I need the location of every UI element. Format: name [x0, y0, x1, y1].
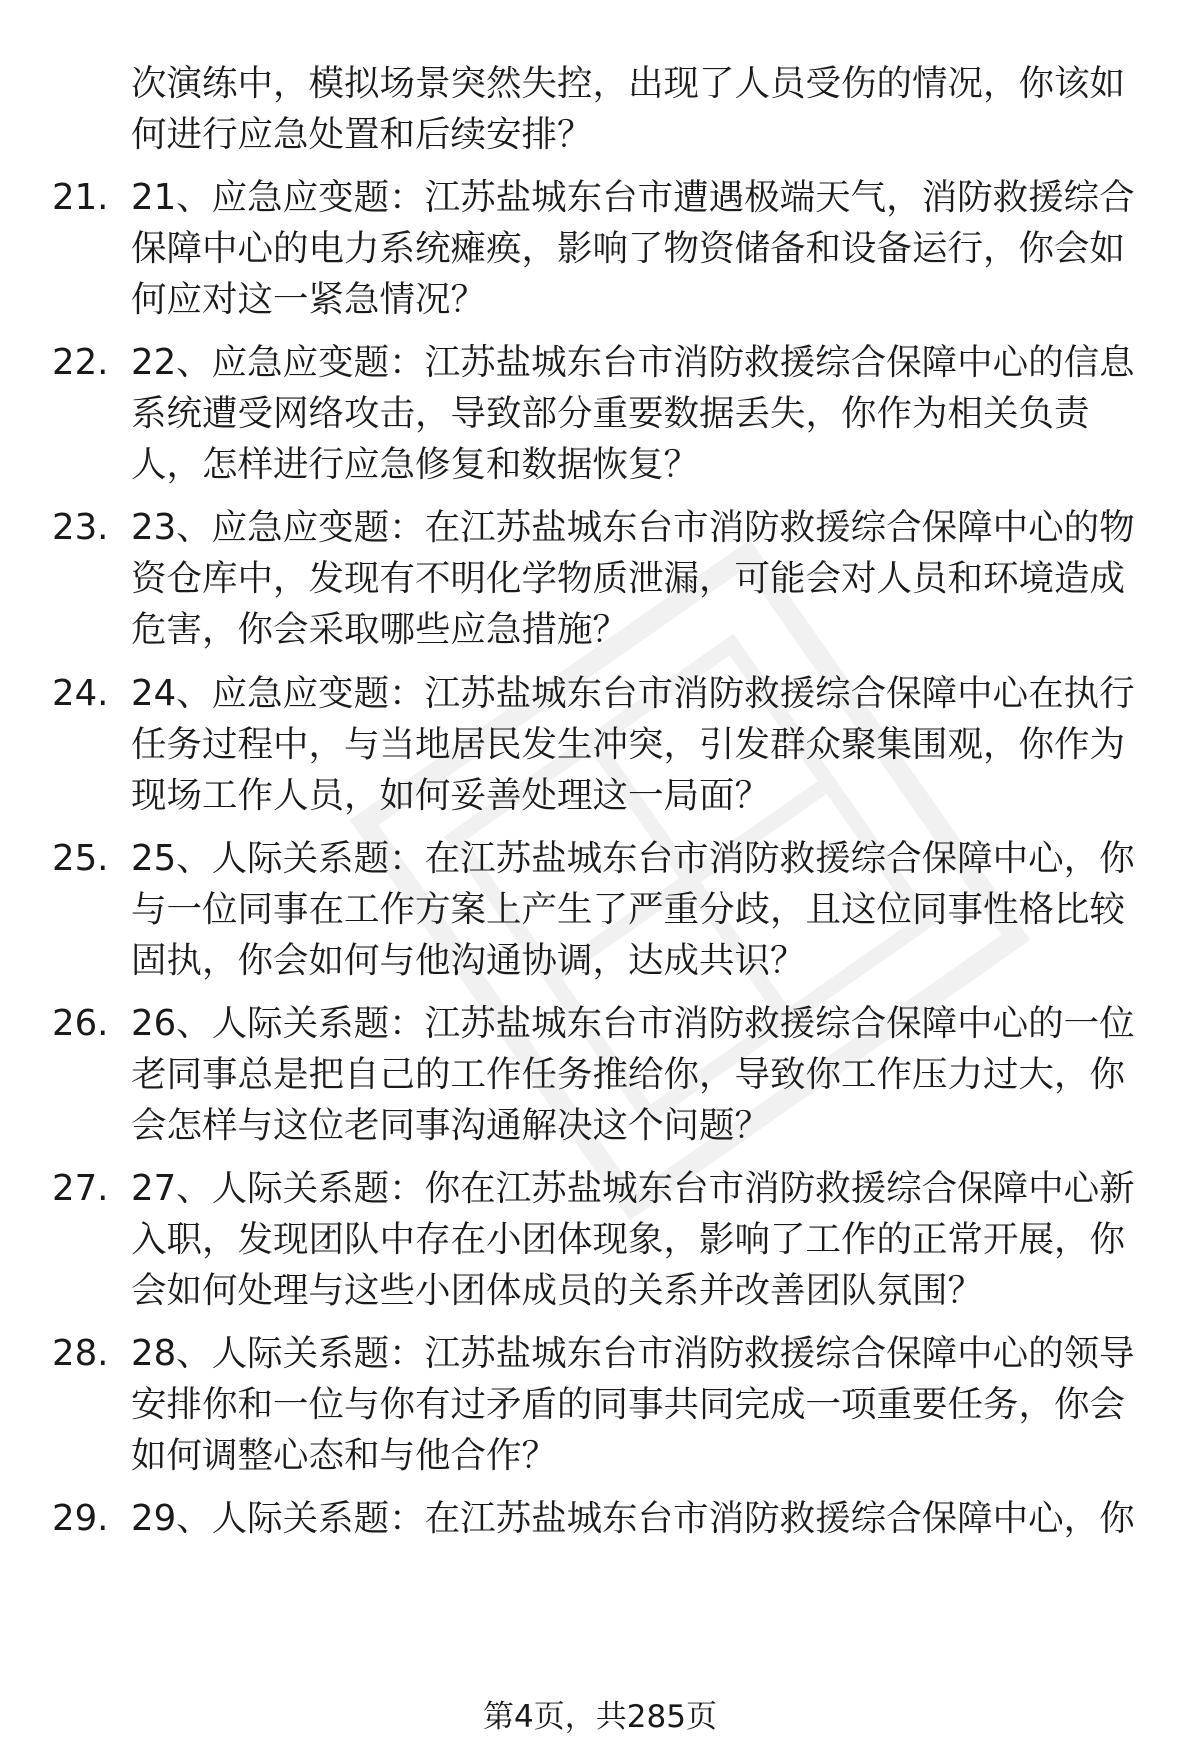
question-number: 21.: [52, 177, 109, 218]
question-text: 26、人际关系题：江苏盐城东台市消防救援综合保障中心的一位老同事总是把自己的工作任务推给你，导致你工作压力过大，你会怎样与这位老同事沟通解决这个问题？: [131, 1003, 1135, 1146]
question-text: 21、应急应变题：江苏盐城东台市遭遇极端天气，消防救援综合保障中心的电力系统瘫痪，影响了物资储备和设备运行，你会如何应对这一紧急情况？: [131, 177, 1135, 320]
question-text: 24、应急应变题：江苏盐城东台市消防救援综合保障中心在执行任务过程中，与当地居民发生冲突，引发群众聚集围观，你作为现场工作人员，如何妥善处理这一局面？: [131, 673, 1135, 816]
question-number: 25.: [52, 838, 109, 879]
question-number: 23.: [52, 507, 109, 548]
question-text: 22、应急应变题：江苏盐城东台市消防救援综合保障中心的信息系统遭受网络攻击，导致部分重要数据丢失，你作为相关负责人，怎样进行应急修复和数据恢复？: [131, 342, 1135, 485]
question-text: 27、人际关系题：你在江苏盐城东台市消防救援综合保障中心新入职，发现团队中存在小团体现象，影响了工作的正常开展，你会如何处理与这些小团体成员的关系并改善团队氛围？: [131, 1168, 1135, 1311]
question-number: 22.: [52, 342, 109, 383]
question-number: 27.: [52, 1168, 109, 1209]
question-text: 23、应急应变题：在江苏盐城东台市消防救援综合保障中心的物资仓库中，发现有不明化学物质泄漏，可能会对人员和环境造成危害，你会采取哪些应急措施？: [131, 507, 1135, 650]
question-text: 29、人际关系题：在江苏盐城东台市消防救援综合保障中心，你: [131, 1498, 1135, 1539]
question-text: 28、人际关系题：江苏盐城东台市消防救援综合保障中心的领导安排你和一位与你有过矛盾的同事共同完成一项重要任务，你会如何调整心态和与他合作？: [131, 1333, 1135, 1476]
page-footer: 第4页，共285页: [483, 1699, 717, 1735]
question-number: 29.: [52, 1498, 109, 1539]
question-number: 28.: [52, 1333, 109, 1374]
question-text: 25、人际关系题：在江苏盐城东台市消防救援综合保障中心，你与一位同事在工作方案上产生了严重分歧，且这位同事性格比较固执，你会如何与他沟通协调，达成共识？: [131, 838, 1135, 981]
question-number: 26.: [52, 1003, 109, 1044]
question-number: 24.: [52, 673, 109, 714]
continuation-text: 次演练中，模拟场景突然失控，出现了人员受伤的情况，你该如何进行应急处置和后续安排？: [131, 63, 1126, 155]
